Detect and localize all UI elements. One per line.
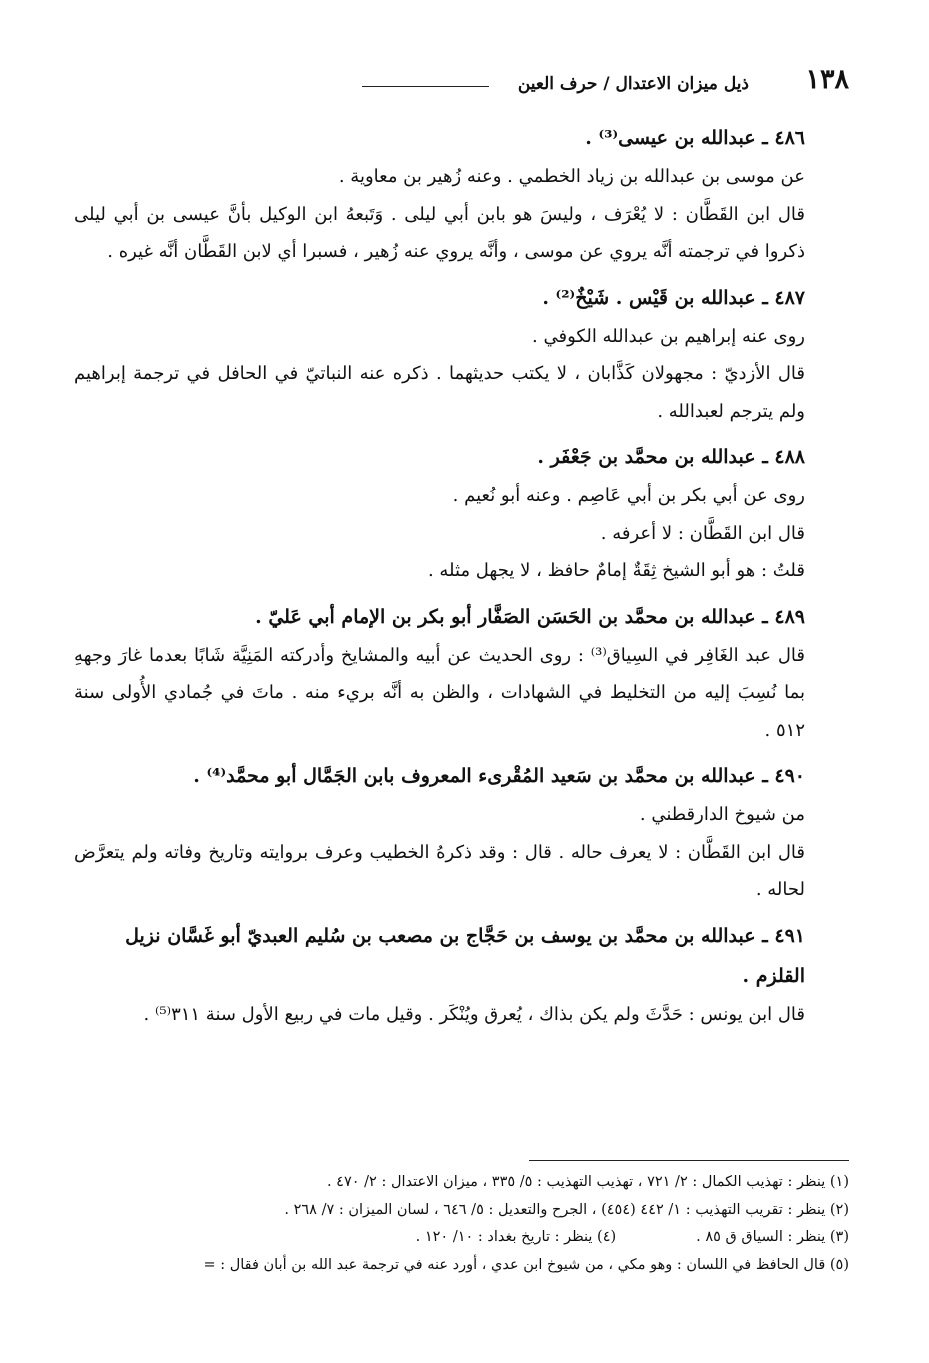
entry-paragraph: روى عن أبي بكر بن أبي عَاصِم . وعنه أبو نُعيم . (452, 485, 805, 506)
entry-488 (74, 437, 849, 590)
entry-487 (74, 278, 849, 431)
entry-paragraph: عن موسى بن عبدالله بن زياد الخطمي . وعنه زُهير بن معاوية . (338, 166, 805, 187)
footnote-1: (١) ينظر : تهذيب الكمال : ٢/ ٧٢١ ، تهذيب التهذيب : ٥/ ٣٣٥ ، ميزان الاعتدال : ٢/ ٤٧٠ . (326, 1174, 849, 1190)
entry-paragraph: قال ابن يونس : حَدَّثَ ولم يكن بذاك ، يُعرق ويُنْكَر . وقيل مات في ربيع الأول سنة ٣١١⁽⁵⁾ . (143, 1003, 805, 1025)
page-header (62, 64, 849, 104)
footnote-3: (٣) ينظر : السياق ق ٨٥ . (696, 1229, 849, 1245)
entry-heading: ٤٨٩ ـ عبدالله بن محمَّد بن الحَسَن الصَفَّار أبو بكر بن الإمام أبي عَليّ . (255, 605, 805, 628)
entry-486 (74, 118, 849, 271)
entry-paragraph: قال ابن القَطَّان : لا أعرفه . (600, 522, 805, 544)
entry-paragraph: قلتُ : هو أبو الشيخ ثِقَةٌ إمامٌ حافظ ، لا يجهل مثله . (427, 560, 805, 581)
running-title: ذيل ميزان الاعتدال / حرف العين (517, 74, 749, 94)
page-number: ١٣٨ (805, 64, 849, 95)
page-body (74, 118, 849, 1040)
entry-491 (74, 916, 849, 1034)
footnotes (62, 1160, 849, 1279)
entry-heading: ٤٨٨ ـ عبدالله بن محمَّد بن جَعْفَر . (537, 446, 805, 468)
entry-heading: ٤٩١ ـ عبدالله بن محمَّد بن يوسف بن حَجَّاج بن مصعب بن سُليم العبديّ أبو غَسَّان نزيل القلزم . (125, 924, 805, 987)
entry-paragraph: قال ابن القَطَّان : لا يُعْرَف ، وليسَ هو بابن أبي ليلى . وَتَبعهُ ابن الوكيل بأنَّ عيسى بن أبي ليلى ذكروا في ترجمته أنَّه يروي عن موسى ، وأنَّه يروي عنه زُهير ، فسبرا أي لابن القَطَّان أنَّه غيره . (74, 203, 805, 262)
footnote-2: (٢) ينظر : تقريب التهذيب : ١/ ٤٤٢ (٤٥٤) ، الجرح والتعديل : ٥/ ٦٤٦ ، لسان الميزان : ٧/ ٢٦٨ . (284, 1201, 849, 1218)
entry-489 (74, 597, 849, 750)
footnote-4: (٤) ينظر : تاريخ بغداد : ١٠/ ١٢٠ . (415, 1229, 617, 1245)
entry-heading: ٤٨٦ ـ عبدالله بن عيسى⁽³⁾ . (585, 127, 805, 149)
footnote-row (62, 1224, 849, 1252)
entry-paragraph: روى عنه إبراهيم بن عبدالله الكوفي . (532, 325, 805, 347)
entry-paragraph: قال الأزديّ : مجهولان كَذَّابان ، لا يكتب حديثهما . ذكره عنه النباتيّ في الحافل في ترجمة إبراهيم ولم يترجم لعبدالله . (74, 363, 805, 422)
entry-heading: ٤٩٠ ـ عبدالله بن محمَّد بن سَعيد المُقْرىء المعروف بابن الجَمَّال أبو محمَّد⁽⁴⁾ . (193, 765, 805, 787)
entry-paragraph: من شيوخ الدارقطني . (639, 804, 805, 825)
header-rule (362, 86, 489, 87)
entry-heading: ٤٨٧ ـ عبدالله بن قَيْس . شَيْخٌ⁽²⁾ . (542, 286, 805, 309)
footnote-rule (529, 1160, 849, 1161)
entry-paragraph: قال عبد الغَافِر في السِياق⁽³⁾ : روى الحديث عن أبيه والمشايخ وأدركته المَنِيَّة شَابًا بعدما غارَ وجههِ بما نُسِبَ إليه من التخليط في الشهادات ، والظن به أنَّه بريء منه . ماتَ في جُمادي الأُولى سنة ٥١٢ . (74, 644, 805, 741)
entry-490 (74, 756, 849, 909)
footnote-5: (٥) قال الحافظ في اللسان : وهو مكي ، من شيوخ ابن عدي ، أورد عنه في ترجمة عبد الله بن أبان فقال : = (203, 1256, 849, 1273)
entry-paragraph: قال ابن القَطَّان : لا يعرف حاله . قال : وقد ذكرهُ الخطيب وعرف بروايته وتاريخ وفاته ولم يتعرَّض لحاله . (74, 841, 805, 900)
